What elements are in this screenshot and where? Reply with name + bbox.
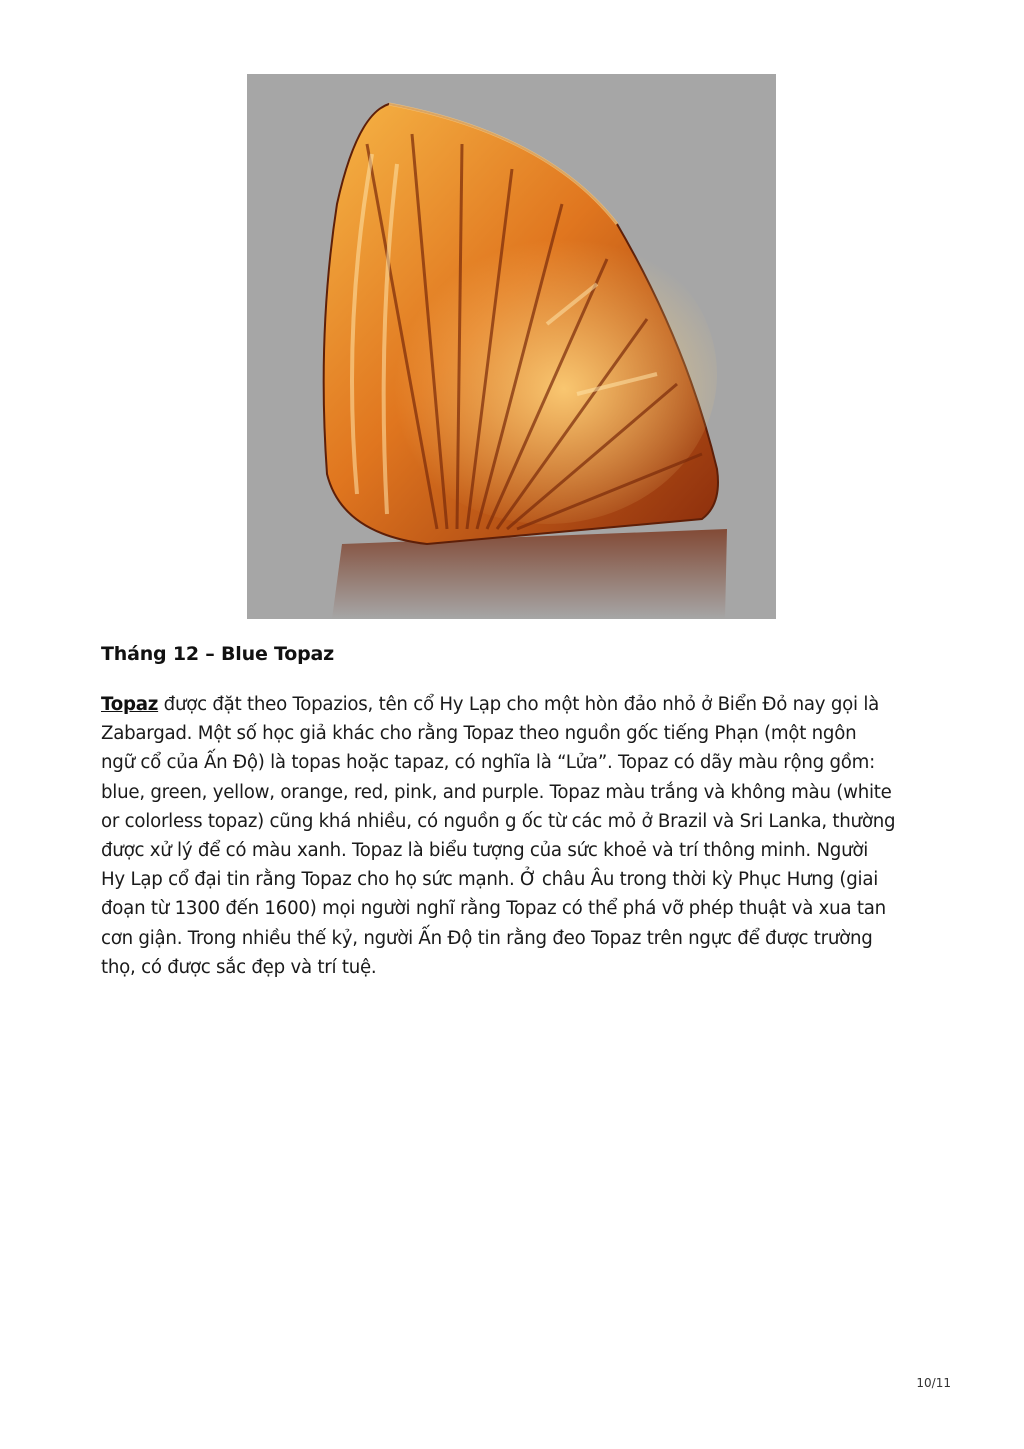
paragraph-line: đoạn từ 1300 đến 1600) mọi người nghĩ rằng Topaz có thể phá vỡ phép thuật và xua tan [101,898,886,920]
paragraph-line: được xử lý để có màu xanh. Topaz là biểu tượng của sức khoẻ và trí thông minh. Người [101,840,869,862]
paragraph-line: Zabargad. Một số học giả khác cho rằng Topaz theo nguồn gốc tiếng Phạn (một ngôn [101,723,857,745]
paragraph-line-text: được đặt theo Topazios, tên cổ Hy Lạp cho một hòn đảo nhỏ ở Biển Đỏ nay gọi là [158,694,880,715]
paragraph-line [101,690,929,719]
paragraph-line: blue, green, yellow, orange, red, pink, and purple. Topaz màu trắng và không màu (white [101,781,892,803]
topaz-description-paragraph [101,690,929,982]
paragraph-line: Hy Lạp cổ đại tin rằng Topaz cho họ sức mạnh. Ở châu Âu trong thời kỳ Phục Hưng (giai [101,869,879,891]
paragraph-line: or colorless topaz) cũng khá nhiều, có nguồn g ốc từ các mỏ ở Brazil và Sri Lanka, thường [101,810,896,832]
paragraph-line: ngữ cổ của Ấn Độ) là topas hoặc tapaz, có nghĩa là “Lửa”. Topaz có dãy màu rộng gồm: [101,752,875,774]
gemstone-icon [247,74,776,619]
topaz-link[interactable]: Topaz [101,694,159,715]
section-heading: Tháng 12 – Blue Topaz [101,643,335,665]
paragraph-line: cơn giận. Trong nhiều thế kỷ, người Ấn Độ tin rằng đeo Topaz trên ngực để được trường [101,927,873,949]
page-number: 10/11 [916,1376,951,1390]
paragraph-line: thọ, có được sắc đẹp và trí tuệ. [101,956,377,978]
topaz-gemstone-image [247,74,776,619]
